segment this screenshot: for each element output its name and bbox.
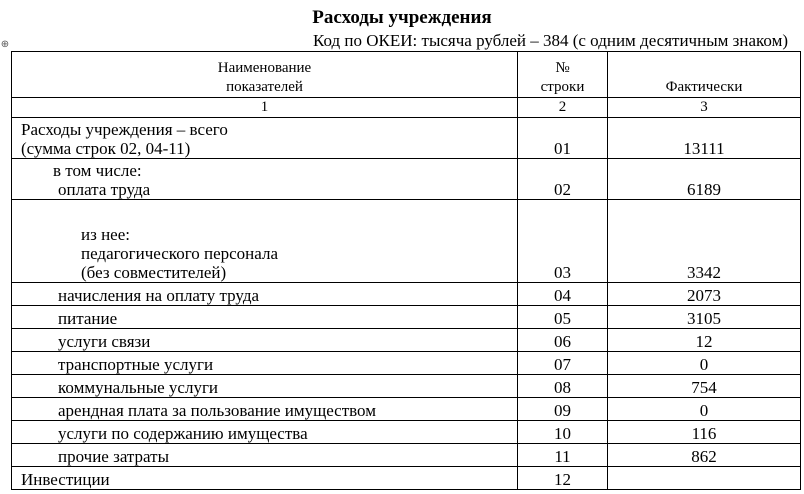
row-name-line: в том числе: [53,161,142,180]
column-number-3: 3 [608,98,801,118]
row-name-line: питание [58,309,118,328]
table-row [12,421,801,444]
table-row [12,352,801,375]
row-value-cell: 0 [608,352,801,375]
row-name-line: услуги по содержанию имущества [58,424,308,443]
row-name-line: Расходы учреждения – всего [21,120,228,139]
document-title: Расходы учреждения [312,7,492,28]
table-row [12,283,801,306]
row-name-line: оплата труда [58,180,151,199]
table-move-handle-icon[interactable]: ⊕ [0,39,10,50]
row-value-cell: 3342 [608,200,801,283]
row-value-cell [608,467,801,490]
expenses-table [11,51,801,490]
row-code-cell: 10 [518,421,608,444]
row-name-line: Инвестиции [21,470,110,489]
row-name-line: из нее: [81,225,130,244]
row-name-cell [12,421,518,444]
header-actual-value: Фактически [608,52,801,98]
row-code-cell: 01 [518,118,608,159]
header-name-line-1: Наименование [217,60,312,76]
row-name-line: транспортные услуги [58,355,214,374]
row-code-cell: 04 [518,283,608,306]
table-row [12,444,801,467]
row-value-cell: 116 [608,421,801,444]
header-row-number [518,52,608,98]
row-code-cell: 07 [518,352,608,375]
row-name-line: коммунальные услуги [58,378,219,397]
row-code-cell: 02 [518,159,608,200]
row-name-line: (сумма строк 02, 04-11) [21,139,191,158]
row-code-cell: 11 [518,444,608,467]
row-code-cell: 08 [518,375,608,398]
table-row [12,467,801,490]
row-value-cell: 862 [608,444,801,467]
header-indicator-name [12,52,518,98]
row-name-line: (без совместителей) [81,263,227,282]
row-code-cell: 03 [518,200,608,283]
row-name-cell [12,444,518,467]
row-name-cell [12,306,518,329]
column-number-1: 1 [12,98,518,118]
row-value-cell: 0 [608,398,801,421]
table-header-row [12,52,801,98]
row-name-line: прочие затраты [58,447,170,466]
row-code-cell: 05 [518,306,608,329]
row-value-cell: 3105 [608,306,801,329]
row-name-cell [12,329,518,352]
row-code-cell: 12 [518,467,608,490]
header-name-line-2: показателей [226,79,303,95]
row-value-cell: 6189 [608,159,801,200]
header-code-line-1: № [555,60,570,76]
table-row [12,118,801,159]
row-name-cell [12,352,518,375]
table-row [12,159,801,200]
row-name-cell [12,375,518,398]
table-row [12,375,801,398]
table-row [12,329,801,352]
row-name-cell [12,398,518,421]
row-name-cell [12,200,518,283]
table-row [12,398,801,421]
column-number-2: 2 [518,98,608,118]
row-value-cell: 12 [608,329,801,352]
row-name-line: начисления на оплату труда [58,286,260,305]
row-code-cell: 09 [518,398,608,421]
row-value-cell: 2073 [608,283,801,306]
row-name-line: услуги связи [58,332,151,351]
row-name-cell [12,159,518,200]
okei-unit-note: Код по ОКЕИ: тысяча рублей – 384 (с одним десятичным знаком) [313,31,788,50]
row-name-line: арендная плата за пользование имуществом [58,401,376,420]
row-name-line: педагогического персонала [81,244,279,263]
row-code-cell: 06 [518,329,608,352]
row-name-cell [12,283,518,306]
column-number-row [12,98,801,118]
header-code-line-2: строки [540,79,585,95]
table-row [12,306,801,329]
row-value-cell: 13111 [608,118,801,159]
table-row [12,200,801,283]
row-name-cell [12,118,518,159]
row-value-cell: 754 [608,375,801,398]
row-name-cell [12,467,518,490]
